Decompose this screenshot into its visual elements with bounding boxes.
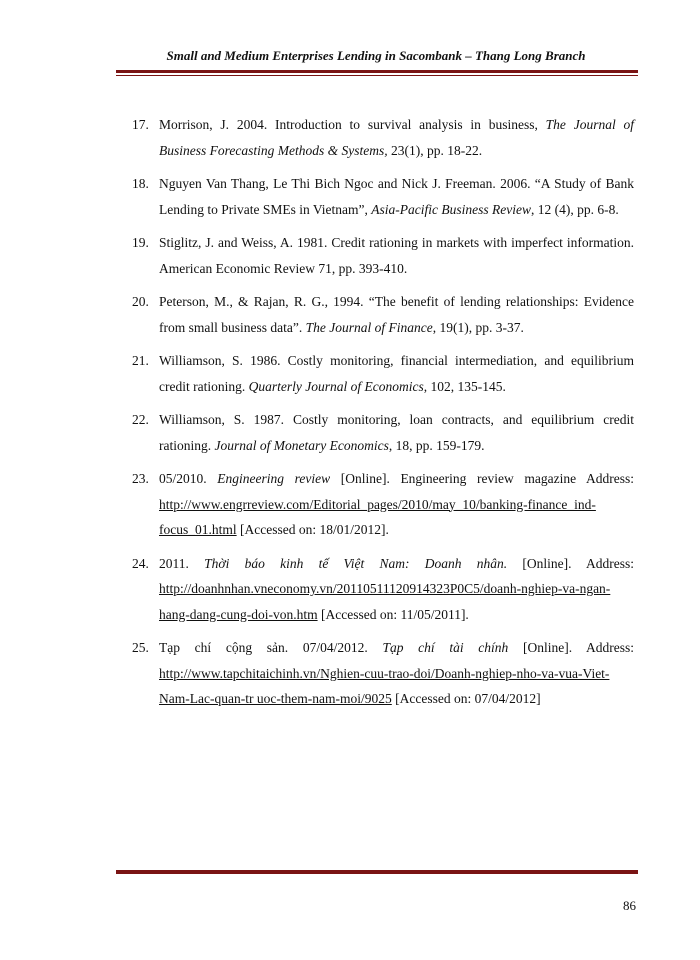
reference-text: Williamson, S. 1986. Costly monitoring, financial intermediation, and equilibrium credit rationing. xyxy=(159,353,634,394)
reference-number: 17. xyxy=(132,117,149,132)
reference-text: 2011. xyxy=(159,555,205,571)
reference-text: , 19(1), pp. 3-37. xyxy=(432,319,524,335)
running-header: Small and Medium Enterprises Lending in Sacombank – Thang Long Branch xyxy=(166,48,586,63)
reference-item xyxy=(132,407,634,458)
reference-source-title: Engineering review xyxy=(217,471,331,486)
reference-number: 24. xyxy=(132,555,149,571)
header-rule xyxy=(116,70,638,76)
reference-text: , 18, pp. 159-179. xyxy=(388,437,485,453)
reference-access-date: [Accessed on: 11/05/2011]. xyxy=(317,606,469,622)
reference-link[interactable]: http://www.tapchitaichinh.vn/Nghien-cuu-trao-doi/Doanh-nghiep-nho-va-vua-Viet-Nam-Lac-quan-tr uoc-them-nam-moi/9025 xyxy=(159,665,610,706)
reference-text: 05/2010. xyxy=(159,471,218,486)
reference-item xyxy=(132,289,634,340)
reference-link[interactable]: http://doanhnhan.vneconomy.vn/20110511120914323P0C5/doanh-nghiep-va-ngan-hang-dang-cung-doi-von.htm xyxy=(159,581,611,622)
reference-text: Tạp chí cộng sản. 07/04/2012. xyxy=(159,640,383,655)
reference-text: , 102, 135-145. xyxy=(423,378,506,394)
reference-text: [Online]. Address: xyxy=(507,555,635,571)
reference-item xyxy=(132,635,634,712)
reference-source-title: Asia-Pacific Business Review xyxy=(371,201,532,217)
reference-link[interactable]: http://www.engrreview.com/Editorial_pages/2010/may_10/banking-finance_ind-focus_01.html xyxy=(159,496,596,537)
reference-source-title: Quarterly Journal of Economics xyxy=(248,378,424,394)
reference-source-title: The Journal of Finance xyxy=(305,319,433,335)
reference-list xyxy=(132,112,634,720)
reference-text: [Online]. Address: xyxy=(508,640,635,655)
reference-source-title: Thời báo kinh tế Việt Nam: Doanh nhân. xyxy=(204,555,508,571)
reference-number: 18. xyxy=(132,176,149,191)
reference-item xyxy=(132,112,634,163)
reference-text: 23(1), pp. 18-22. xyxy=(387,142,483,158)
reference-access-date: [Accessed on: 18/01/2012]. xyxy=(236,522,389,537)
reference-source-title: Tạp chí tài chính xyxy=(382,640,509,655)
reference-source-title: The Journal of Business Forecasting Methods & Systems, xyxy=(159,117,634,158)
reference-text: Williamson, S. 1987. Costly monitoring, loan contracts, and equilibrium credit rationing. xyxy=(159,412,634,453)
reference-item xyxy=(132,171,634,222)
reference-text: [Online]. Engineering review magazine Address: xyxy=(330,471,634,486)
reference-number: 19. xyxy=(132,235,149,250)
reference-text: Morrison, J. 2004. Introduction to survival analysis in business, xyxy=(159,117,546,132)
reference-text: Nguyen Van Thang, Le Thi Bich Ngoc and Nick J. Freeman. 2006. “A Study of Bank Lending to Private SMEs in Vietnam”, xyxy=(159,176,634,217)
reference-item xyxy=(132,230,634,281)
reference-text: Stiglitz, J. and Weiss, A. 1981. Credit rationing in markets with imperfect information. American Economic Review 71, pp. 393-410. xyxy=(159,235,634,276)
footer-rule xyxy=(116,868,638,874)
reference-number: 23. xyxy=(132,471,149,486)
reference-text: Peterson, M., & Rajan, R. G., 1994. “The benefit of lending relationships: Evidence from small business data”. xyxy=(159,294,634,335)
reference-number: 22. xyxy=(132,412,149,427)
reference-number: 20. xyxy=(132,294,149,309)
reference-item xyxy=(132,551,634,628)
reference-item xyxy=(132,466,634,543)
reference-source-title: Journal of Monetary Economics xyxy=(214,437,389,453)
reference-text: , 12 (4), pp. 6-8. xyxy=(531,201,619,217)
reference-number: 25. xyxy=(132,640,149,655)
reference-item xyxy=(132,348,634,399)
reference-access-date: [Accessed on: 07/04/2012] xyxy=(391,691,541,706)
reference-number: 21. xyxy=(132,353,149,368)
page-number: 86 xyxy=(623,898,636,913)
